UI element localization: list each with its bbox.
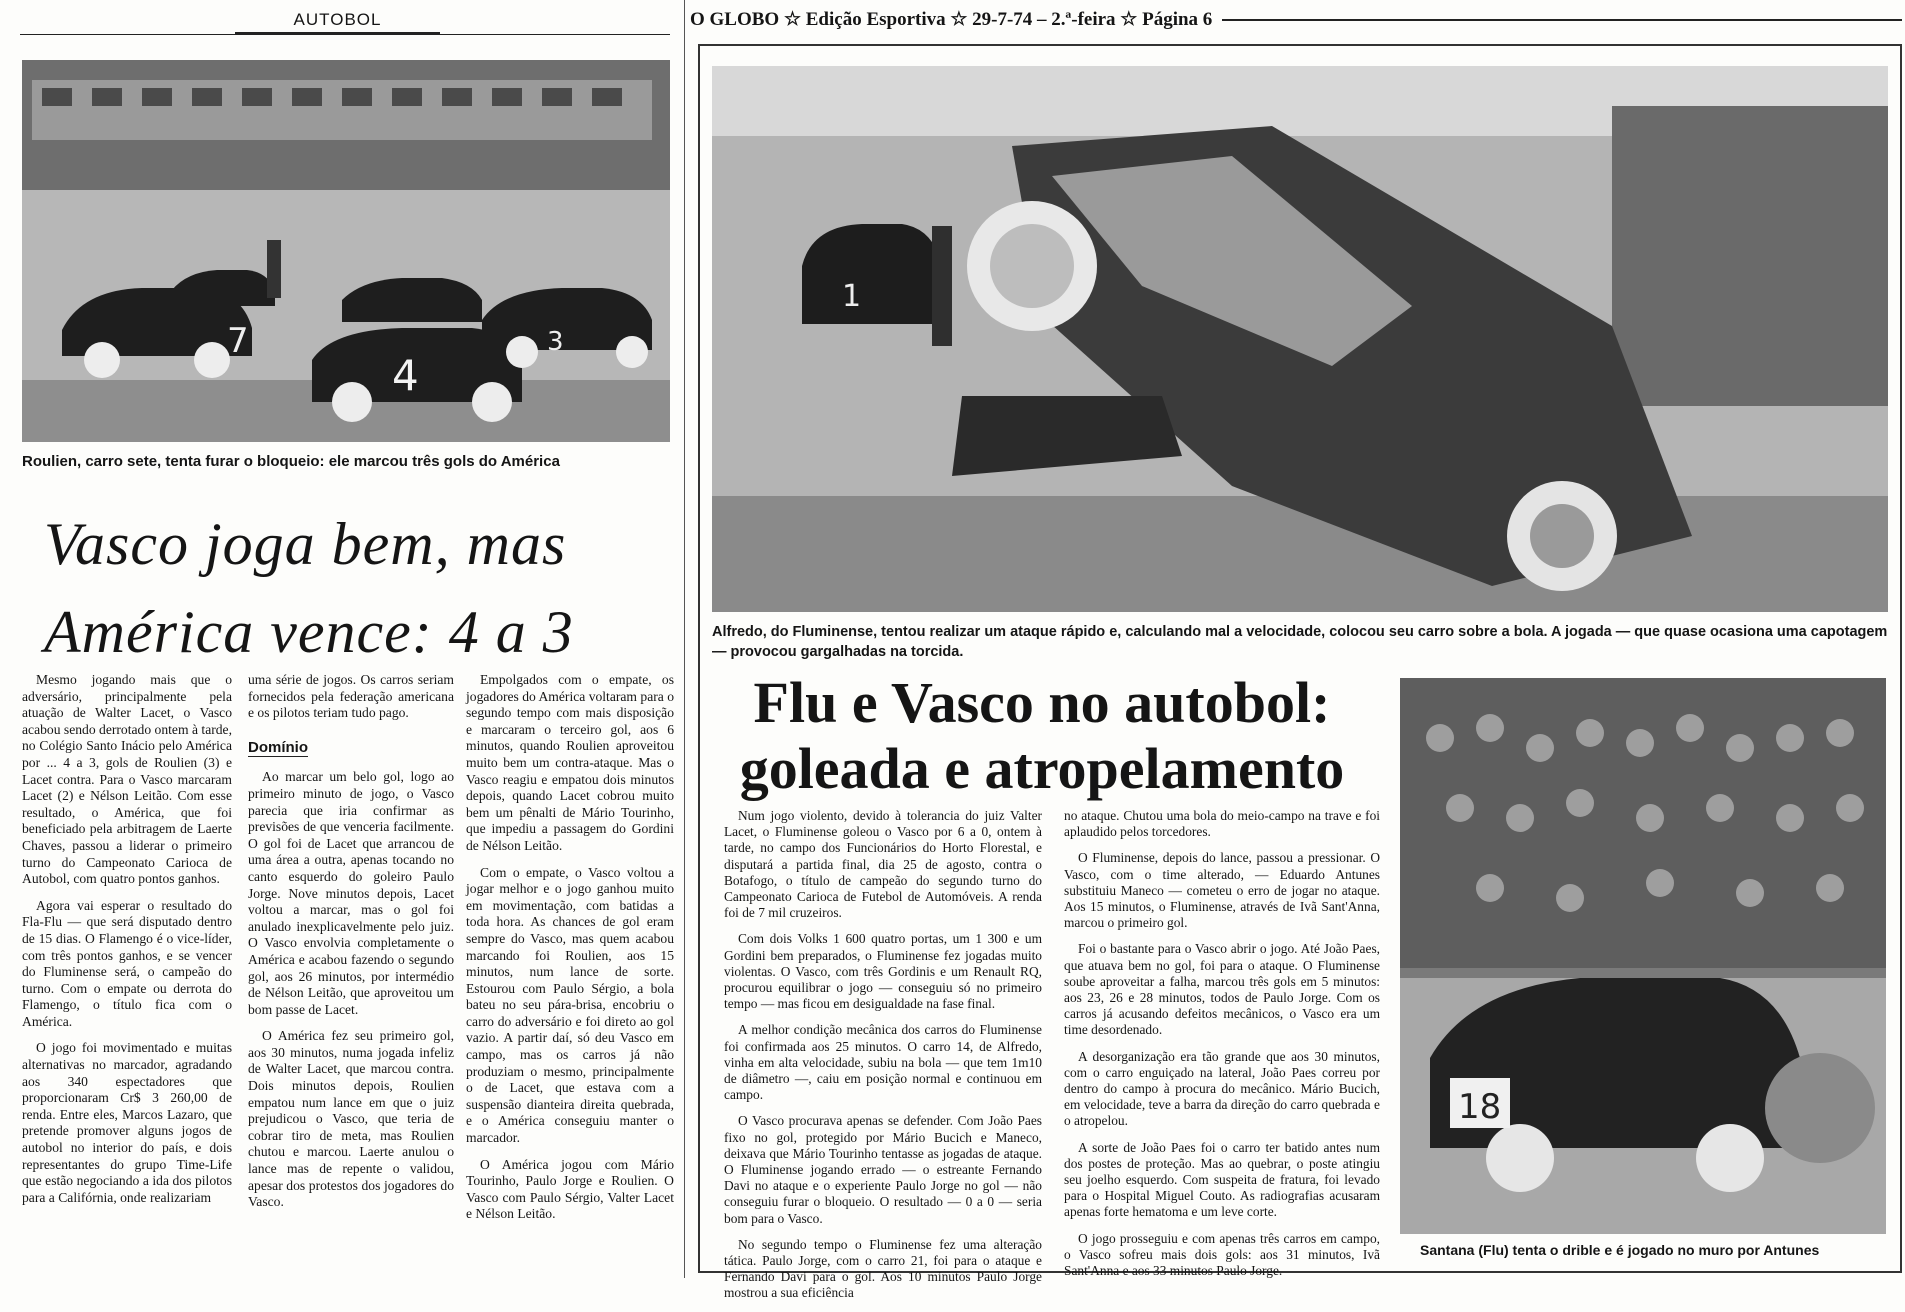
paragraph: Empolgados com o empate, os jogadores do América voltaram para o segundo tempo com mais disposição e marcaram o terceiro gol, aos 6 minutos, quando Roulien aproveitou muito bem um contra-ataque. Mas o Vasco reagiu e empatou dois minutos depois, quando Lacet cobrou muito bem um pênalti de Mário Tourinho, que impediu a passagem do Gordini de Nélson Leitão. bbox=[466, 672, 674, 853]
flu-article-column-2 bbox=[1064, 808, 1380, 1289]
svg-text:4: 4 bbox=[392, 351, 419, 400]
paragraph: O América jogou com Mário Tourinho, Paulo Jorge e Roulien. O Vasco com Paulo Sérgio, Valter Lacet e Nélson Leitão. bbox=[466, 1156, 674, 1222]
article-column-2 bbox=[248, 672, 454, 1221]
paragraph: A melhor condição mecânica dos carros do Fluminense foi confirmada aos 25 minutos. O carro 14, de Alfredo, vinha em alta velocidade, subiu na bola — que tem 1m10 de diâmetro —, caiu em posição normal e continuou em campo. bbox=[724, 1022, 1042, 1103]
paragraph: Com dois Volks 1 600 quatro portas, um 1 300 e um Gordini bem preparados, o Fluminense fez jogadas muito violentas. O Vasco, com três Gordinis e um Renault RQ, procurou equilibrar o jogo — conseguiu só no primeiro tempo — mas ficou em desigualdade na fase final. bbox=[724, 931, 1042, 1012]
paragraph: O jogo foi movimentado e muitas alternativas no marcador, agradando aos 340 espectadores que proporcionaram Cr$ 3 260,00 de renda. Entre eles, Marcos Lazaro, que pretende promover alguns jogos de autobol no interior do país, e dois representantes do grupo Time-Life que estão negociando a ida dos pilotos para a Califórnia, onde realizariam bbox=[22, 1040, 232, 1205]
headline-flu-vasco bbox=[712, 670, 1372, 802]
paragraph: O Fluminense, depois do lance, passou a pressionar. O Vasco, com o time alterado, — Eduardo Antunes substituiu Maneco — cometeu o erro de jogar no ataque. Aos 15 minutos, o Fluminense, através de Ivã Sant'Anna, marcou o primeiro gol. bbox=[1064, 850, 1380, 931]
svg-text:18: 18 bbox=[1458, 1087, 1502, 1127]
paragraph: A sorte de João Paes foi o carro ter batido antes num dos postes de proteção. Mas ao quebrar, o poste atingiu seu joelho esquerdo. Com suspeita de fratura, foi levado para o Hospital Miguel Couto. As radiografias acusaram apenas forte hematoma e um leve corte. bbox=[1064, 1139, 1380, 1220]
section-label: AUTOBOL bbox=[235, 10, 440, 34]
paragraph: O jogo prosseguiu e com apenas três carros em campo, o Vasco sofreu mais dois gols: aos 31 minutos, Ivã Sant'Anna e aos 33 minutos Paulo Jorge. bbox=[1064, 1230, 1380, 1279]
subhead-dominio: Domínio bbox=[248, 738, 308, 756]
masthead-text: O GLOBO ☆ Edição Esportiva ☆ 29-7-74 – 2.ª-feira ☆ Página 6 bbox=[690, 9, 1213, 30]
article-column-1 bbox=[22, 672, 232, 1216]
masthead-rule bbox=[1222, 19, 1902, 21]
masthead bbox=[690, 8, 1902, 31]
paragraph: Num jogo violento, devido à tolerancia do juiz Valter Lacet, o Fluminense goleou o Vasco por 6 a 0, ontem à tarde, no campo dos Funcionários do Horto Florestal, e disputará a partida final, dia 25 de agosto, contra o Botafogo, o título de campeão do segundo turno do Campeonato Carioca de Futebol de Automóveis. A renda foi de 7 mil cruzeiros. bbox=[724, 808, 1042, 921]
paragraph: uma série de jogos. Os carros seriam fornecidos pela federação americana e os pilotos teriam tudo pago. bbox=[248, 672, 454, 721]
paragraph: Ao marcar um belo gol, logo ao primeiro minuto de jogo, o Vasco parecia que iria confirmar as previsões de que venceria facilmente. O gol foi de Lacet que arrancou de uma área a outra, apenas tocando no canto esquerdo do goleiro Paulo Jorge. Nove minutos depois, Lacet voltou a marcar, mas o gol foi anulado inexplicavelmente pelo juiz. O Vasco envolvia completamente o América e acabou fazendo o segundo gol, aos 26 minutos, por intermédio de Nélson Leitão, que aproveitou um bom passe de Lacet. bbox=[248, 769, 454, 1017]
paragraph: A desorganização era tão grande que aos 30 minutos, com o carro enguiçado na lateral, João Paes correu por dentro do campo à procura do mecânico. Mário Bucich, em velocidade, teve a barra da direção do carro quebrada e o atropelou. bbox=[1064, 1048, 1380, 1129]
headline-line-1: Flu e Vasco no autobol: bbox=[753, 670, 1331, 735]
photo-caption-santana: Santana (Flu) tenta o drible e é jogado no muro por Antunes bbox=[1420, 1242, 1820, 1258]
headline-line-2: América vence: 4 a 3 bbox=[44, 599, 574, 665]
paragraph: Agora vai esperar o resultado do Fla-Flu — que será disputado dentro de 15 dias. O Flamengo é o vice-líder, com três pontos ganhos, e se vencer do Fluminense será, o campeão do turno. Com o empate ou derrota do Flamengo, o título fica com o América. bbox=[22, 897, 232, 1029]
flu-article-column-1 bbox=[724, 808, 1042, 1312]
svg-text:1: 1 bbox=[842, 279, 862, 314]
paragraph: no ataque. Chutou uma bola do meio-campo na trave e foi aplaudido pelos torcedores. bbox=[1064, 808, 1380, 840]
paragraph: O Vasco procurava apenas se defender. Com João Paes fixo no gol, protegido por Mário Bucich e Maneco, deixava que Mário Tourinho tentasse as jogadas de ataque. O Fluminense jogando errado — o estreante Fernando Davi no ataque e o experiente Paulo Jorge no gol — não conseguiu furar o bloqueio. O resultado — 0 a 0 — seria bom para o Vasco. bbox=[724, 1113, 1042, 1226]
headline-line-2: goleada e atropelamento bbox=[739, 736, 1345, 801]
svg-text:3: 3 bbox=[547, 327, 564, 357]
headline-line-1: Vasco joga bem, mas bbox=[44, 511, 567, 577]
svg-text:7: 7 bbox=[227, 321, 249, 361]
top-rule bbox=[20, 34, 670, 35]
paragraph: Com o empate, o Vasco voltou a jogar melhor e o jogo ganhou muito em movimentação, com batidas a toda hora. As chances de gol eram sempre do Vasco, mas quem acabou marcando foi Roulien, aos 15 minutos, num lance de sorte. Estourou com Paulo Sérgio, a bola bateu no seu pára-brisa, encobriu o carro do adversário e foi direto ao gol vazio. A partir daí, só deu Vasco em campo, mas os carros já não produziam o mesmo, principalmente o de Lacet, que estava com a suspensão dianteira direita quebrada, e o América conseguiu manter o marcador. bbox=[466, 864, 674, 1146]
paragraph: Mesmo jogando mais que o adversário, principalmente pela atuação de Walter Lacet, o Vasco acabou sendo derrotado ontem à tarde, no Colégio Santo Inácio pelo América por ... 4 a 3, gols de Roulien (3) e Lacet contra. Para o Vasco marcaram Lacet (2) e Nélson Leitão. Com esse resultado, o América, que foi beneficiado pela arbitragem de Laerte Chaves, passou a liderar o primeiro turno do Campeonato Carioca de Autobol, com quatro pontos ganhos. bbox=[22, 672, 232, 887]
photo-autobol-cars bbox=[22, 60, 670, 442]
photo-santana-antunes bbox=[1400, 678, 1886, 1234]
photo-car-over-ball bbox=[712, 66, 1888, 612]
paragraph: No segundo tempo o Fluminense fez uma alteração tática. Paulo Jorge, com o carro 21, foi para o ataque e Fernando Davi para o gol. Aos 10 minutos Paulo Jorge mostrou a sua eficiência bbox=[724, 1236, 1042, 1301]
paragraph: O América fez seu primeiro gol, aos 30 minutos, numa jogada infeliz de Walter Lacet, que marcou contra. Dois minutos depois, Roulien empatou num lance em que o juiz prejudicou o Vasco, que teria de cobrar tiro de meta, mas Roulien chutou e marcou. Laerte anulou o lance mas de repente o validou, apesar dos protestos dos jogadores do Vasco. bbox=[248, 1028, 454, 1210]
photo-caption-alfredo: Alfredo, do Fluminense, tentou realizar um ataque rápido e, calculando mal a velocidade, colocou seu carro sobre a bola. A jogada — que quase ocasiona uma capotagem — provocou gargalhadas na torcida. bbox=[712, 624, 1888, 660]
page-fold-divider bbox=[684, 0, 685, 1278]
paragraph: Foi o bastante para o Vasco abrir o jogo. Até João Paes, que atuava bem no gol, foi para o ataque. O Fluminense soube aproveitar a falha, marcou três gols em 5 minutos: aos 23, 26 e 28 minutos, todos de Paulo Jorge. Com os carros já acusando defeitos mecânicos, o Vasco era um time desordenado. bbox=[1064, 941, 1380, 1038]
article-column-3 bbox=[466, 672, 674, 1233]
photo-caption-roulien: Roulien, carro sete, tenta furar o bloqueio: ele marcou três gols do América bbox=[22, 453, 560, 470]
headline-vasco-america bbox=[44, 500, 684, 676]
